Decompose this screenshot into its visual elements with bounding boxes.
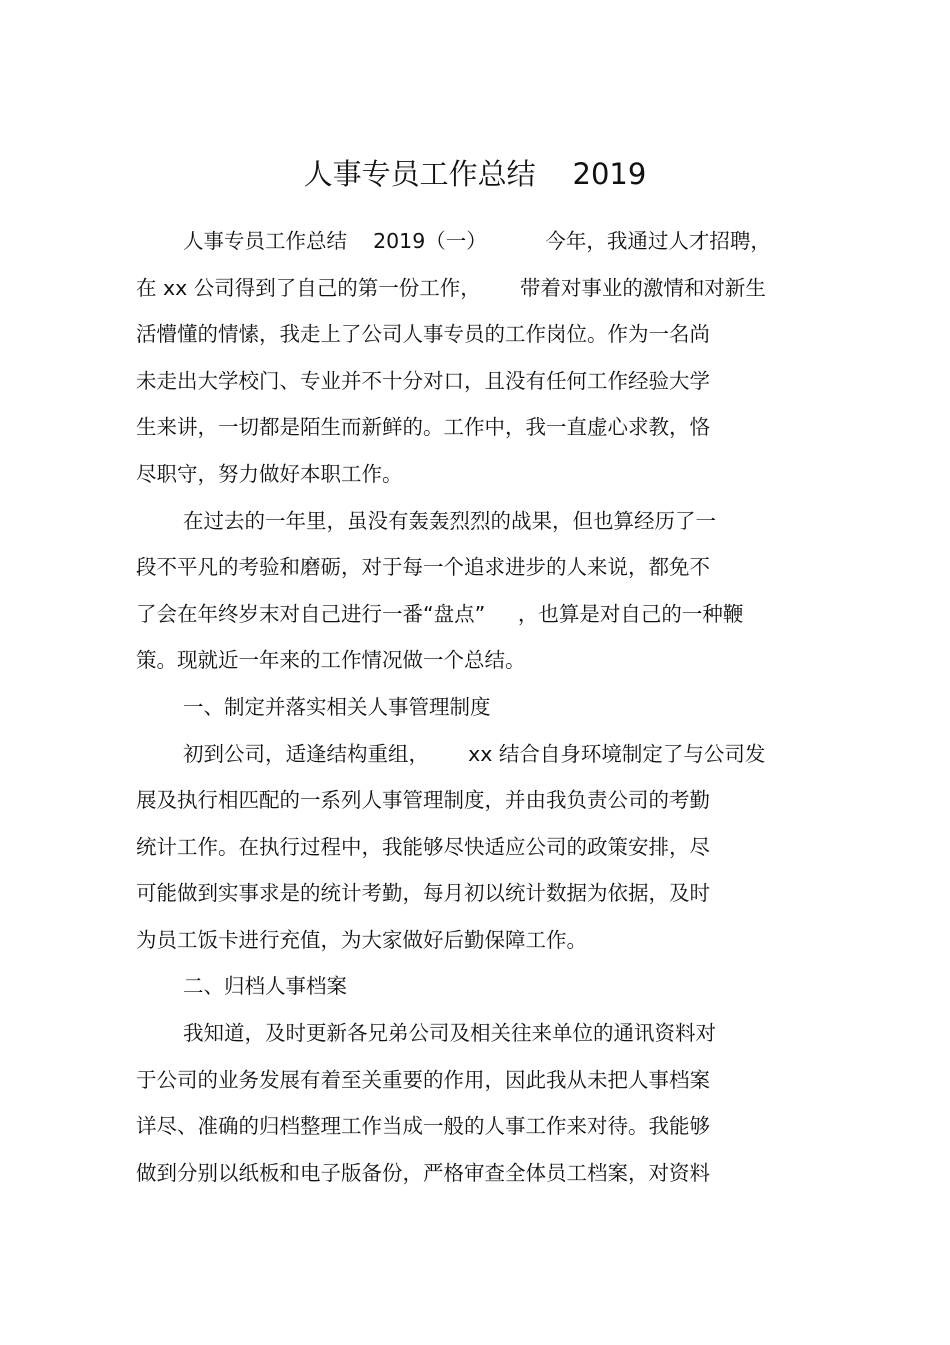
paragraph-line: 做到分别以纸板和电子版备份，严格审查全体员工档案，对资料	[136, 1161, 710, 1185]
paragraph-line: 在过去的一年里，虽没有轰轰烈烈的战果，但也算经历了一	[183, 509, 716, 533]
paragraph-line: 了会在年终岁末对自己进行一番“盘点” ，也算是对自己的一种鞭	[136, 602, 744, 626]
paragraph-line: 为员工饭卡进行充值，为大家做好后勤保障工作。	[136, 928, 587, 952]
paragraph-line: 策。现就近一年来的工作情况做一个总结。	[136, 648, 526, 672]
section-heading: 一、制定并落实相关人事管理制度	[183, 695, 491, 719]
paragraph-line: 统计工作。在执行过程中，我能够尽快适应公司的政策安排，尽	[136, 835, 710, 859]
paragraph-line: 于公司的业务发展有着至关重要的作用，因此我从未把人事档案	[136, 1068, 710, 1092]
paragraph-line: 未走出大学校门、专业并不十分对口，且没有任何工作经验大学	[136, 369, 710, 393]
paragraph-line: 生来讲，一切都是陌生而新鲜的。工作中，我一直虚心求教，恪	[136, 415, 710, 439]
paragraph-line: 可能做到实事求是的统计考勤，每月初以统计数据为依据，及时	[136, 881, 710, 905]
paragraph-line: 展及执行相匹配的一系列人事管理制度，并由我负责公司的考勤	[136, 788, 710, 812]
section-heading: 二、归档人事档案	[183, 974, 347, 998]
paragraph-line: 在 xx 公司得到了自己的第一份工作， 带着对事业的激情和对新生	[136, 276, 766, 300]
paragraph-line: 我知道，及时更新各兄弟公司及相关往来单位的通讯资料对	[183, 1021, 716, 1045]
paragraph-line: 段不平凡的考验和磨砺，对于每一个追求进步的人来说，都免不	[136, 555, 710, 579]
paragraph-line: 活懵懂的情愫，我走上了公司人事专员的工作岗位。作为一名尚	[136, 322, 710, 346]
paragraph-line: 详尽、准确的归档整理工作当成一般的人事工作来对待。我能够	[136, 1114, 710, 1138]
paragraph-line: 初到公司，适逢结构重组， xx 结合自身环境制定了与公司发	[183, 742, 766, 766]
document-title: 人事专员工作总结 2019	[303, 157, 647, 191]
paragraph-line: 尽职守，努力做好本职工作。	[136, 462, 403, 486]
paragraph-line: 人事专员工作总结 2019（一） 今年，我通过人才招聘，	[183, 229, 771, 253]
